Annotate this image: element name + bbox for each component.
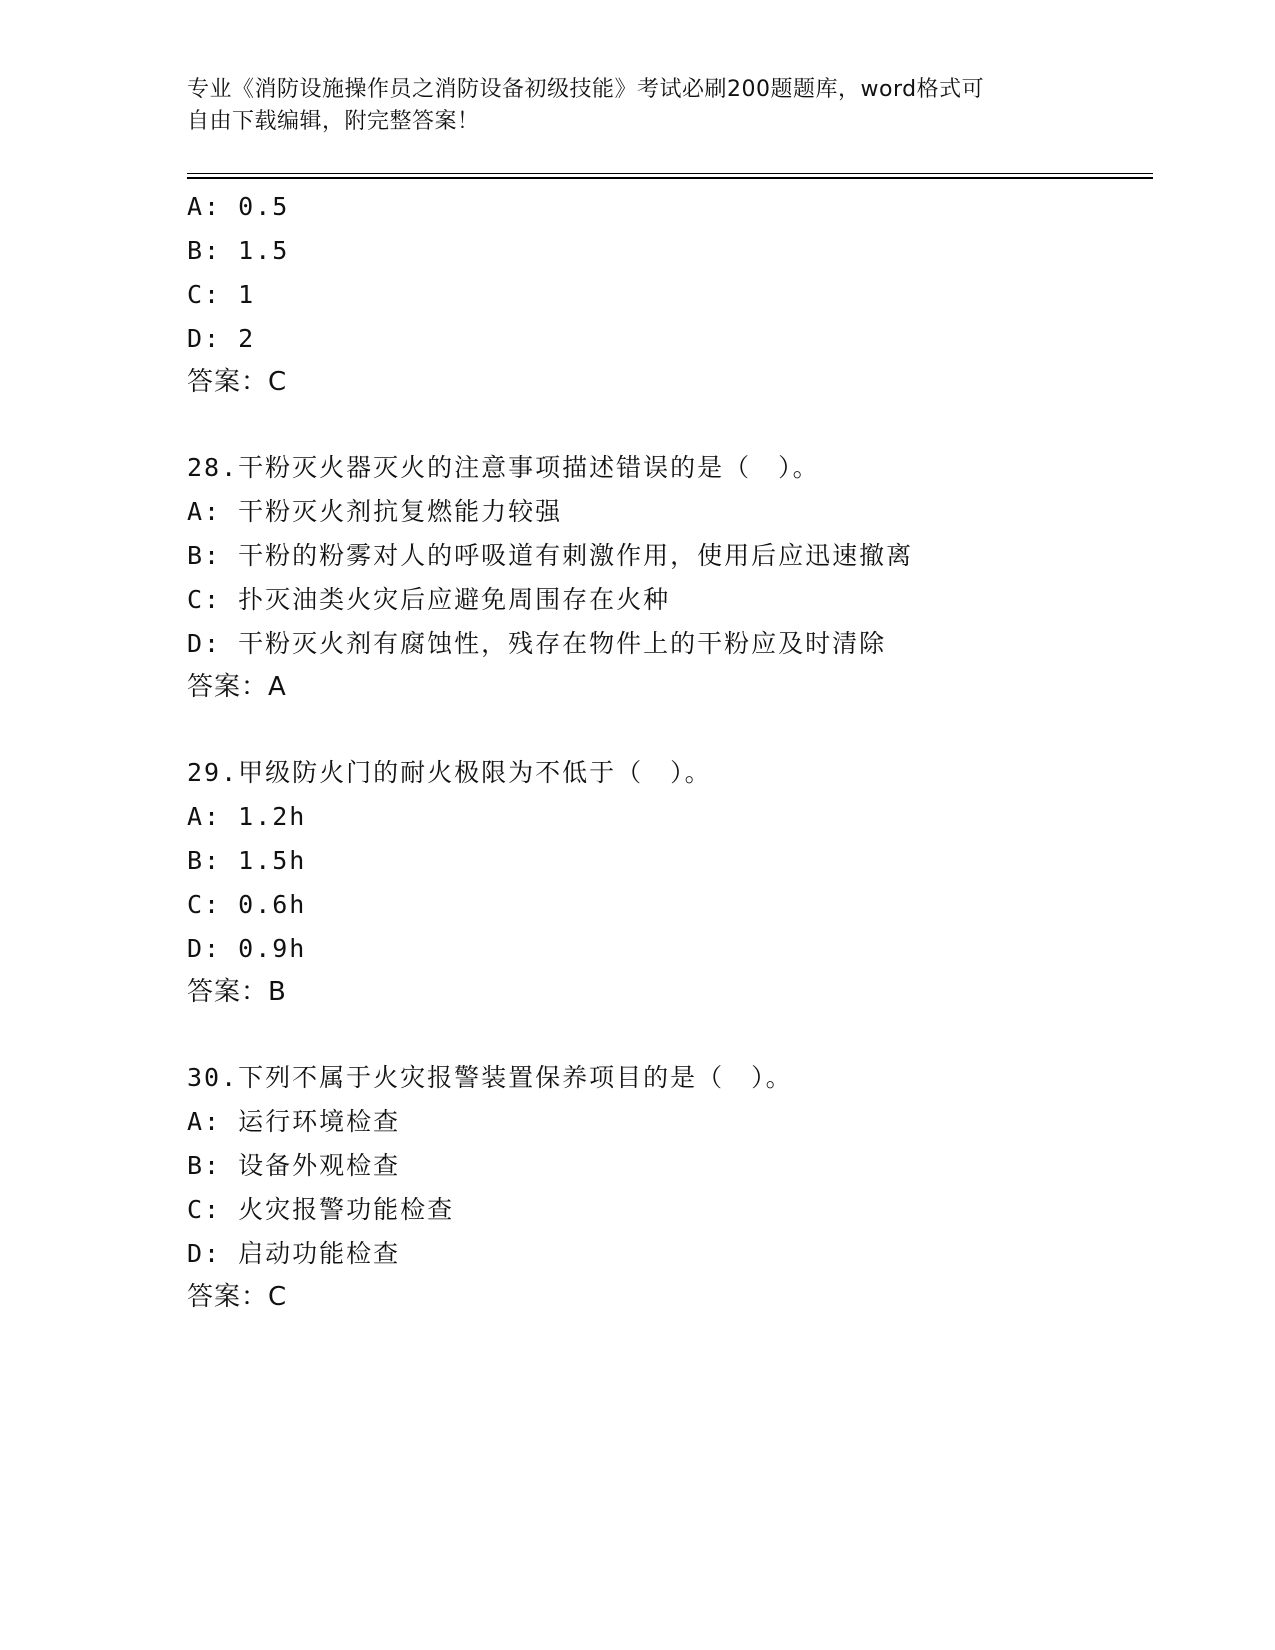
document-header bbox=[187, 74, 1087, 138]
q27-option-a: A: 0.5 bbox=[187, 192, 290, 221]
q28-option-b: B: 干粉的粉雾对人的呼吸道有刺激作用，使用后应迅速撤离 bbox=[187, 541, 914, 570]
q30-option-c: C: 火灾报警功能检查 bbox=[187, 1195, 455, 1224]
q27-option-b: B: 1.5 bbox=[187, 236, 290, 265]
header-line-1: 专业《消防设施操作员之消防设备初级技能》考试必刷200题题库，word格式可 bbox=[187, 77, 985, 102]
q27-option-d: D: 2 bbox=[187, 324, 256, 353]
q29-option-a: A: 1.2h bbox=[187, 802, 307, 831]
q30-option-b: B: 设备外观检查 bbox=[187, 1151, 401, 1180]
q27-option-c: C: 1 bbox=[187, 280, 256, 309]
q29-option-d: D: 0.9h bbox=[187, 934, 307, 963]
q28-option-a: A: 干粉灭火剂抗复燃能力较强 bbox=[187, 497, 563, 526]
header-line-2: 自由下载编辑，附完整答案！ bbox=[187, 109, 480, 134]
q29-option-b: B: 1.5h bbox=[187, 846, 307, 875]
q28-option-c: C: 扑灭油类火灾后应避免周围存在火种 bbox=[187, 585, 671, 614]
q29-question: 29.甲级防火门的耐火极限为不低于（ ）。 bbox=[187, 758, 712, 787]
q28-answer: 答案：A bbox=[187, 672, 287, 702]
q30-answer: 答案：C bbox=[187, 1282, 288, 1312]
header-divider-thick bbox=[187, 177, 1153, 179]
q28-question: 28.干粉灭火器灭火的注意事项描述错误的是（ ）。 bbox=[187, 453, 820, 482]
q27-answer: 答案：C bbox=[187, 367, 288, 397]
q30-option-d: D: 启动功能检查 bbox=[187, 1239, 401, 1268]
q30-option-a: A: 运行环境检查 bbox=[187, 1107, 401, 1136]
header-divider-thin bbox=[187, 173, 1153, 174]
q28-option-d: D: 干粉灭火剂有腐蚀性，残存在物件上的干粉应及时清除 bbox=[187, 629, 887, 658]
q29-option-c: C: 0.6h bbox=[187, 890, 307, 919]
q30-question: 30.下列不属于火灾报警装置保养项目的是（ ）。 bbox=[187, 1063, 793, 1092]
q29-answer: 答案：B bbox=[187, 977, 287, 1007]
